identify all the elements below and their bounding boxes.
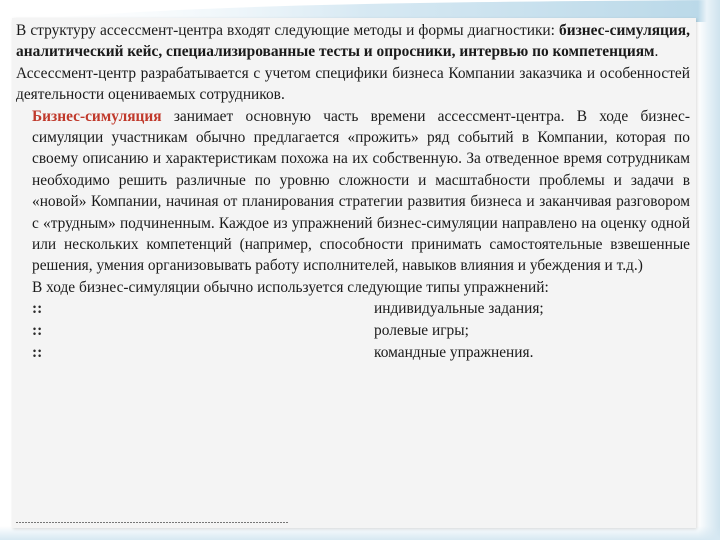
list-item-text: ролевые игры; <box>374 322 469 340</box>
intro-lead: В структуру ассессмент-центра входят следующие методы и формы диагностики: <box>16 22 555 39</box>
slide-text <box>16 20 690 364</box>
business-simulation-term: Бизнес-симуляция <box>32 107 162 125</box>
right-decoration <box>698 0 720 540</box>
intro-end: . <box>654 43 659 61</box>
bottom-decoration <box>0 526 720 540</box>
exercise-types-intro: В ходе бизнес-симуляции обычно используется следующие типы упражнений: <box>32 278 549 296</box>
list-item-text: командные упражнения. <box>374 344 534 362</box>
intro-paragraph <box>16 20 690 63</box>
bullet-glyph: :: <box>32 322 43 340</box>
list-item <box>16 320 690 342</box>
business-simulation-text: занимает основную часть времени ассессмент-центра. В ходе бизнес-симуляции участникам обычно предлагается «прожить» ряд событий в Компании, которая по своему описанию и характеристикам похожа на их собственную. За отведенное время сотрудникам необходимо решить различные по уровню сложности и масштабности проблемы и задачи в «новой» Компании, начиная от планирования стратегии развития бизнеса и заканчивая разговором с «трудным» подчиненным. Каждое из упражнений бизнес-симуляции направлено на оценку одной или нескольких компетенций (например, способности принимать самостоятельные взвешенные решения, умения организовывать работу исполнителей, навыков влияния и убеждения и т.д.) <box>32 107 690 275</box>
list-item <box>16 342 690 364</box>
bullet-glyph: :: <box>32 344 43 362</box>
footer-dotted-line <box>16 522 288 523</box>
business-simulation-paragraph <box>16 106 690 277</box>
customization-paragraph: Ассессмент-центр разрабатывается с учетом специфики бизнеса Компании заказчика и особенностей деятельности оцениваемых сотрудников. <box>16 64 690 104</box>
list-item <box>16 298 690 320</box>
bullet-glyph: :: <box>32 300 43 318</box>
methods-list-text: бизнес-симуляция, аналитический кейс, специализированные тесты и опросники, интервью по компетенциям <box>16 22 690 61</box>
list-item-text: индивидуальные задания; <box>374 300 544 318</box>
